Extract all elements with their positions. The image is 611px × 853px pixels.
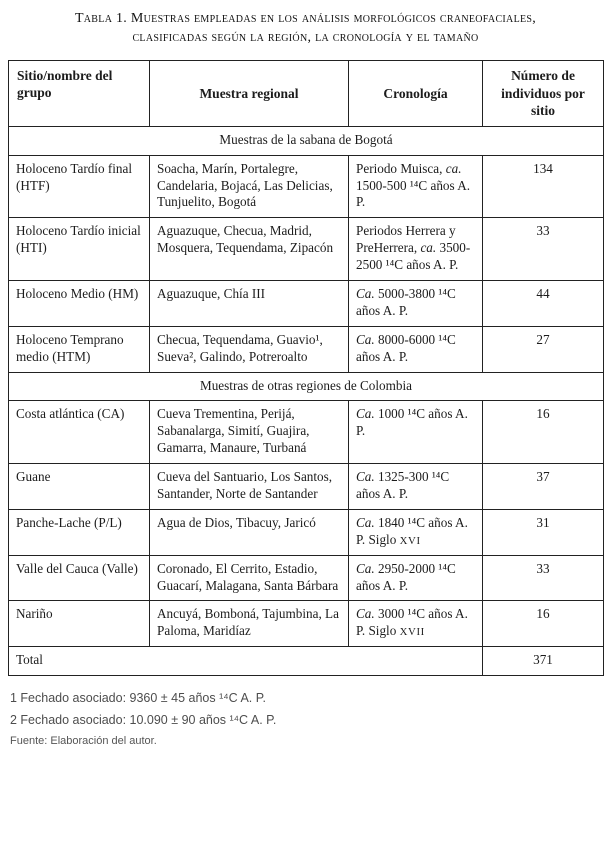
chronology-cell: Periodo Muisca, ca. 1500-500 ¹⁴C años A. P. <box>349 155 483 218</box>
table-body <box>9 126 604 675</box>
table-row <box>9 155 604 218</box>
column-header-site: Sitio/nombre del grupo <box>9 60 150 126</box>
site-cell: Nariño <box>9 601 150 647</box>
section-row <box>9 372 604 401</box>
column-header-regional-sample: Muestra regional <box>150 60 349 126</box>
sample-cell: Aguazuque, Chía III <box>150 281 349 327</box>
sample-cell: Cueva del Santuario, Los Santos, Santander, Norte de Santander <box>150 464 349 510</box>
count-cell: 31 <box>483 509 604 555</box>
sample-cell: Cueva Trementina, Perijá, Sabanalarga, Simití, Guajira, Gamarra, Manaure, Turbaná <box>150 401 349 464</box>
sample-cell: Aguazuque, Checua, Madrid, Mosquera, Tequendama, Zipacón <box>150 218 349 281</box>
chronology-cell: Periodos Herrera y PreHerrera, ca. 3500-2500 ¹⁴C años A. P. <box>349 218 483 281</box>
section-label: Muestras de la sabana de Bogotá <box>9 126 604 155</box>
total-label-cell: Total <box>9 647 483 676</box>
sample-cell: Ancuyá, Bomboná, Tajumbina, La Paloma, Maridíaz <box>150 601 349 647</box>
table-title-line1: Tabla 1. Muestras empleadas en los análisis morfológicos craneofaciales, <box>74 11 537 26</box>
column-header-individuals: Número de individuos por sitio <box>483 60 604 126</box>
count-cell: 27 <box>483 326 604 372</box>
header-row <box>9 60 604 126</box>
sample-cell: Agua de Dios, Tibacuy, Jaricó <box>150 509 349 555</box>
total-row <box>9 647 604 676</box>
count-cell: 37 <box>483 464 604 510</box>
chronology-cell: Ca. 1000 ¹⁴C años A. P. <box>349 401 483 464</box>
table-title <box>8 10 603 48</box>
site-cell: Valle del Cauca (Valle) <box>9 555 150 601</box>
site-cell: Guane <box>9 464 150 510</box>
count-cell: 16 <box>483 601 604 647</box>
sample-cell: Checua, Tequendama, Guavio¹, Sueva², Galindo, Potreroalto <box>150 326 349 372</box>
table-row <box>9 509 604 555</box>
site-cell: Holoceno Temprano medio (HTM) <box>9 326 150 372</box>
sample-cell: Coronado, El Cerrito, Estadio, Guacarí, Malagana, Santa Bárbara <box>150 555 349 601</box>
count-cell: 33 <box>483 218 604 281</box>
footnote-2: 2 Fechado asociado: 10.090 ± 90 años ¹⁴C A. P. <box>10 713 277 728</box>
site-cell: Holoceno Medio (HM) <box>9 281 150 327</box>
site-cell: Holoceno Tardío final (HTF) <box>9 155 150 218</box>
column-header-chronology: Cronología <box>349 60 483 126</box>
count-cell: 134 <box>483 155 604 218</box>
table-row <box>9 601 604 647</box>
site-cell: Panche-Lache (P/L) <box>9 509 150 555</box>
table-row <box>9 555 604 601</box>
table-title-line2: clasificadas según la región, la cronología y el tamaño <box>132 29 479 45</box>
table-row <box>9 281 604 327</box>
source-note: Fuente: Elaboración del autor. <box>10 735 157 748</box>
table-row <box>9 218 604 281</box>
chronology-cell: Ca. 1325-300 ¹⁴C años A. P. <box>349 464 483 510</box>
section-label: Muestras de otras regiones de Colombia <box>9 372 604 401</box>
footnotes <box>8 691 603 747</box>
chronology-cell: Ca. 2950-2000 ¹⁴C años A. P. <box>349 555 483 601</box>
chronology-cell: Ca. 3000 ¹⁴C años A. P. Siglo XVII <box>349 601 483 647</box>
chronology-cell: Ca. 8000-6000 ¹⁴C años A. P. <box>349 326 483 372</box>
section-row <box>9 126 604 155</box>
table-row <box>9 464 604 510</box>
site-cell: Costa atlántica (CA) <box>9 401 150 464</box>
table-row <box>9 401 604 464</box>
sample-cell: Soacha, Marín, Portalegre, Candelaria, Bojacá, Las Delicias, Tunjuelito, Bogotá <box>150 155 349 218</box>
chronology-cell: Ca. 5000-3800 ¹⁴C años A. P. <box>349 281 483 327</box>
table-row <box>9 326 604 372</box>
count-cell: 44 <box>483 281 604 327</box>
chronology-cell: Ca. 1840 ¹⁴C años A. P. Siglo XVI <box>349 509 483 555</box>
samples-table <box>8 60 604 676</box>
total-value-cell: 371 <box>483 647 604 676</box>
site-cell: Holoceno Tardío inicial (HTI) <box>9 218 150 281</box>
footnote-1: 1 Fechado asociado: 9360 ± 45 años ¹⁴C A. P. <box>10 691 266 706</box>
count-cell: 33 <box>483 555 604 601</box>
count-cell: 16 <box>483 401 604 464</box>
